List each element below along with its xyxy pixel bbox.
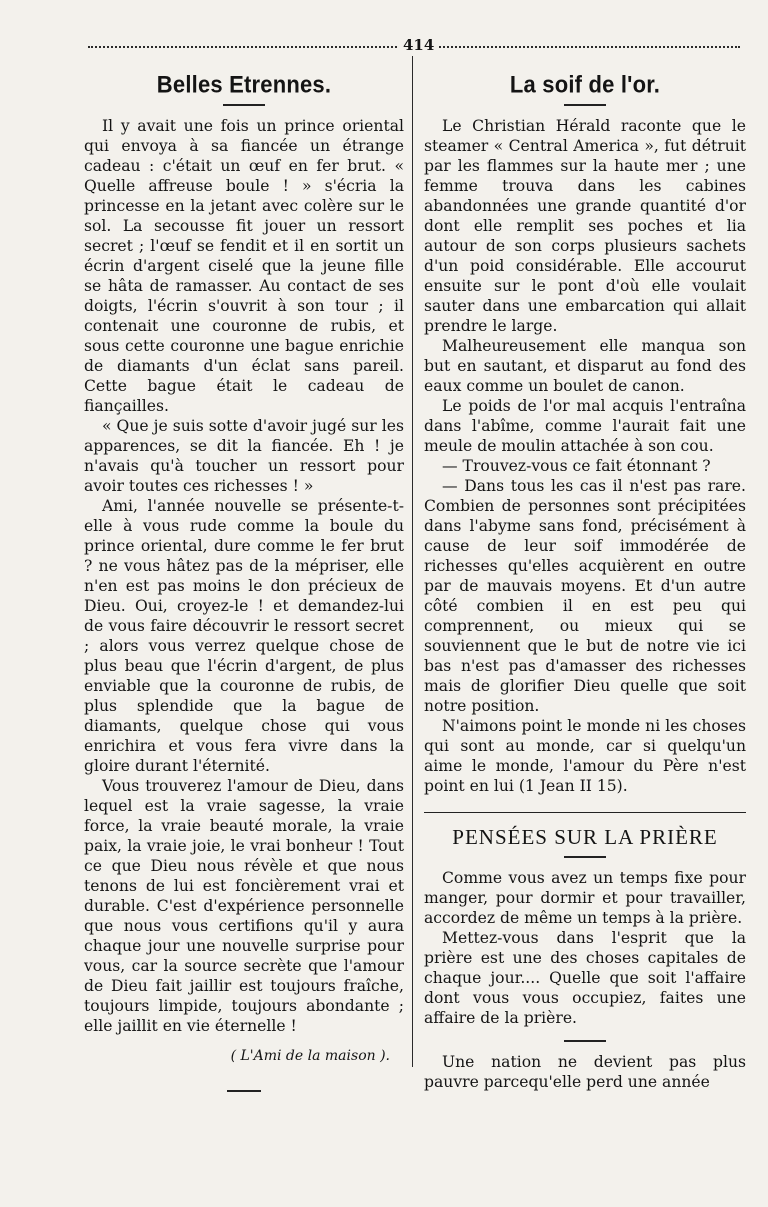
page-number: 414 (399, 36, 438, 54)
paragraph: Le Christian Hérald raconte que le steamer « Central America », fut détruit par les flammes sur la haute mer ; une femme trouva dans les cabines abandonnées une grande quantité d'or dont elle remplit ses poches et lia autour de son corps plusieurs sachets d'un poid considérable. Elle accourut ensuite sur le pont d'où elle voulait sauter dans une embarcation qui allait prendre le large. (424, 117, 746, 335)
paragraph: — Trouvez-vous ce fait étonnant ? (442, 457, 711, 475)
page-header (88, 38, 740, 54)
title-rule (564, 104, 606, 106)
paragraph: Il y avait une fois un prince oriental qui envoya à sa fiancée un étrange cadeau : c'était un œuf en fer brut. « Quelle affreuse boule ! » s'écria la princesse en la jetant avec colère sur le sol. La secousse fit jouer un ressort secret ; l'œuf se fendit et il en sortit un écrin d'argent ciselé que la jeune fille se hâta de ramasser. Au contact de ses doigts, l'écrin s'ouvrit à son tour ; il contenait une couronne de rubis, et sous cette couronne une bague enrichie de diamants d'un éclat sans pareil. Cette bague était le cadeau de fiançailles. (84, 117, 404, 415)
paragraph: « Que je suis sotte d'avoir jugé sur les apparences, se dit la fiancée. Eh ! je n'avais qu'à toucher un ressort pour avoir toutes ces richesses ! » (84, 417, 404, 495)
paragraph: — Dans tous les cas il n'est pas rare. Combien de personnes sont précipitées dans l'abyme sans fond, précisément à cause de leur soif immodérée de richesses qu'elles acquièrent en outre par de mauvais moyens. Et d'un autre côté combien il en est peu qui comprennent, ou mieux qui se souviennent que le but de notre vie ici bas n'est pas d'amasser des richesses mais de glorifier Dieu quelle que soit notre position. (424, 477, 746, 715)
paragraph: Vous trouverez l'amour de Dieu, dans lequel est la vraie sagesse, la vraie force, la vraie beauté morale, la vraie paix, la vraie joie, le vrai bonheur ! Tout ce que Dieu nous révèle et que nous tenons de lui est foncièrement vrai et durable. C'est d'expérience personnelle que nous vous certifions qu'il y aura chaque jour une nouvelle surprise pour vous, car la source secrète que l'amour de Dieu fait jaillir est toujours fraîche, toujours limpide, toujours abondante ; elle jaillit en vie éternelle ! (84, 777, 404, 1035)
end-rule (227, 1090, 261, 1092)
paragraph: Malheureusement elle manqua son but en sautant, et disparut au fond des eaux comme un boulet de canon. (424, 337, 746, 395)
article-title-pensees-sur-la-priere: PENSÉES SUR LA PRIÈRE (452, 825, 718, 849)
paragraph-continued: Une nation ne devient pas plus pauvre parcequ'elle perd une année (424, 1053, 746, 1091)
left-column (84, 58, 404, 1092)
section-rule (424, 812, 746, 813)
paragraph: Comme vous avez un temps fixe pour manger, pour dormir et pour travailler, accordez de même un temps à la prière. (424, 869, 746, 927)
article-credit: ( L'Ami de la maison ). (230, 1048, 390, 1064)
paragraph: Ami, l'année nouvelle se présente-t-elle à vous rude comme la boule du prince oriental, dure comme le fer brut ? ne vous hâtez pas de la mépriser, elle n'en est pas moins le don précieux de Dieu. Oui, croyez-le ! et demandez-lui de vous faire découvrir le ressort secret ; alors vous verrez quelque chose de plus beau que l'écrin d'argent, de plus enviable que la couronne de rubis, de plus splendide que la bague de diamants, quelque chose qui vous enrichira et vous fera vivre dans la gloire durant l'éternité. (84, 497, 404, 775)
article-title-la-soif-de-lor: La soif de l'or. (509, 70, 661, 98)
title-rule (223, 104, 265, 106)
article-title-belles-etrennes: Belles Etrennes. (156, 70, 332, 98)
title-rule (564, 856, 606, 858)
paragraph: N'aimons point le monde ni les choses qui sont au monde, car si quelqu'un aime le monde, l'amour du Père n'est point en lui (1 Jean II 15). (424, 717, 746, 795)
paragraph: Le poids de l'or mal acquis l'entraîna dans l'abîme, comme l'aurait fait une meule de moulin attachée à son cou. (424, 397, 746, 455)
column-divider (412, 56, 413, 1067)
right-column (424, 58, 746, 1092)
paragraph: Mettez-vous dans l'esprit que la prière est une des choses capitales de chaque jour.... Quelle que soit l'affaire dont vous vous occupiez, faites une affaire de la prière. (424, 929, 746, 1027)
separator-rule (564, 1040, 606, 1042)
